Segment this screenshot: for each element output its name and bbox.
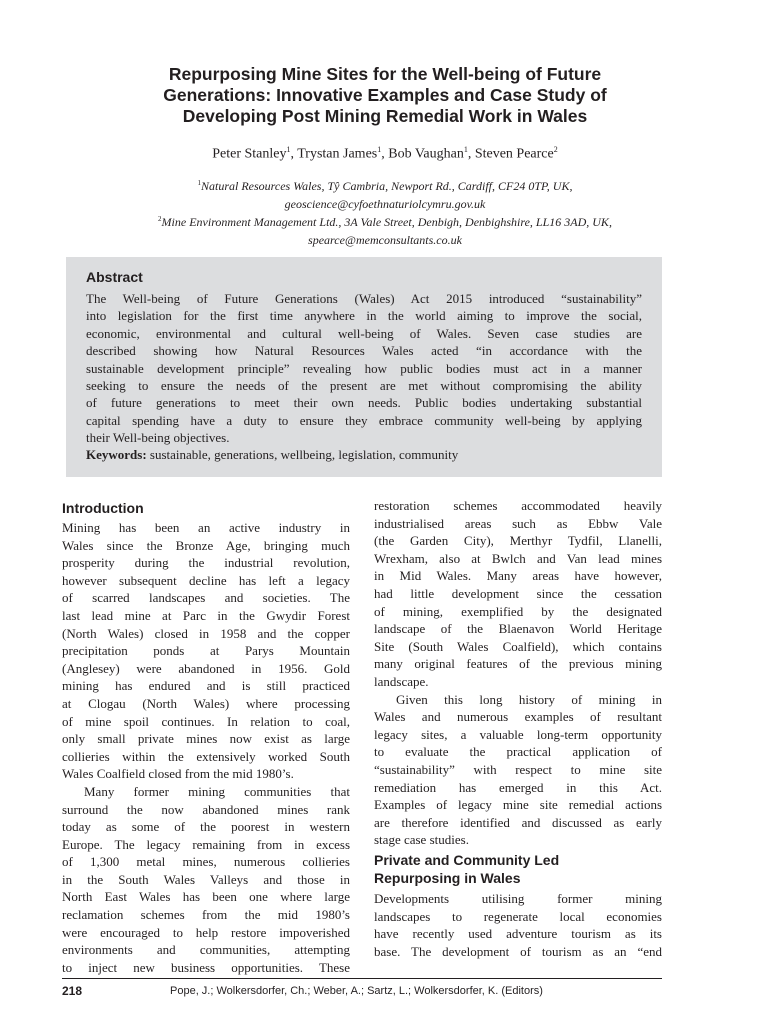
body-line: in Mid Wales. Many areas have however,	[374, 568, 662, 584]
abstract-line: their Well-being objectives.	[86, 430, 230, 446]
heading-line: Repurposing in Wales	[374, 870, 521, 886]
body-line: had little development since the cessation	[374, 585, 662, 601]
body-line: are therefore identified and discussed as early	[374, 814, 662, 830]
body-line: to evaluate the practical application of	[374, 744, 662, 760]
body-line: Wales since the Bronze Age, bringing much	[62, 537, 350, 553]
body-line: Mining has been an active industry in	[62, 520, 350, 535]
body-line: surround the now abandoned mines rank	[62, 801, 350, 817]
body-line: at Clogau (North Wales) where processing	[62, 695, 350, 711]
title-line: Developing Post Mining Remedial Work in Wales	[182, 106, 588, 126]
body-line: industrialised areas such as Ebbw Vale	[374, 515, 662, 531]
title-line: Repurposing Mine Sites for the Well-being of Future	[168, 64, 602, 84]
author-name: Trystan James	[297, 146, 378, 162]
affiliation-address: Mine Environment Management Ltd., 3A Vale Street, Denbigh, Denbighshire, LL16 3AD, UK,	[161, 215, 612, 229]
right-column-continued	[374, 890, 662, 960]
affiliation-line	[70, 174, 700, 195]
body-line: stage case studies.	[374, 832, 469, 848]
abstract-line: seeking to ensure the needs of the present are met without compromising the ability	[86, 378, 642, 394]
body-line: restoration schemes accommodated heavily	[374, 498, 662, 513]
body-line: in the South Wales Valleys and those in	[62, 871, 350, 887]
body-line: to inject new business opportunities. These	[62, 959, 350, 975]
affiliation-email[interactable]: spearce@memconsultants.co.uk	[308, 233, 462, 247]
abstract-line: capital spending have a duty to ensure they embrace community well-being by applying	[86, 412, 642, 428]
body-line: Given this long history of mining in	[396, 691, 662, 707]
section-heading-repurposing	[374, 851, 559, 887]
body-line: landscape.	[374, 673, 429, 689]
body-line: Wales Coalfield closed from the mid 1980’s.	[62, 766, 294, 782]
abstract-heading: Abstract	[86, 269, 143, 285]
abstract-line: The Well-being of Future Generations (Wales) Act 2015 introduced “sustainability”	[86, 291, 642, 306]
introduction-heading	[62, 499, 144, 517]
author-name: Bob Vaughan	[388, 146, 464, 162]
title-line: Generations: Innovative Examples and Case Study of	[163, 85, 607, 105]
body-line: (the Garden City), Merthyr Tydfil, Llanelli,	[374, 533, 662, 549]
body-line: however subsequent decline has left a legacy	[62, 572, 350, 588]
author-sup: 1	[377, 145, 382, 154]
author-list: Peter Stanley$^1$, Trystan James$^1$, Bob Vaughan$^1$, Steven Pearce$^2$	[212, 145, 558, 162]
affiliation-address: Natural Resources Wales, Tŷ Cambria, Newport Rd., Cardiff, CF24 0TP, UK,	[201, 179, 573, 193]
body-line: Developments utilising former mining	[374, 891, 662, 906]
body-line: reclamation schemes from the mid 1980’s	[62, 907, 350, 923]
author-name: Peter Stanley	[212, 146, 287, 162]
footer-citation: Pope, J.; Wolkersdorfer, Ch.; Weber, A.; Sartz, L.; Wolkersdorfer, K. (Editors)	[170, 985, 543, 997]
body-line: precipitation ponds at Parys Mountain	[62, 643, 350, 659]
affiliation-sup: 2	[158, 215, 162, 223]
body-line: landscape of the Blaenavon World Heritage	[374, 621, 662, 637]
body-line: Wales and numerous examples of resultant	[374, 709, 662, 725]
body-line: of mining, exemplified by the designated	[374, 603, 662, 619]
affiliation-sup: 1	[197, 179, 201, 187]
body-line: environments and communities, attempting	[62, 942, 350, 958]
body-line: only small private mines now exist as large	[62, 731, 350, 747]
body-line: were encouraged to help restore impoverished	[62, 924, 350, 940]
body-line: collieries within the extensively worked South	[62, 748, 350, 764]
body-line: last lead mine at Parc in the Gwydir Forest	[62, 607, 350, 623]
body-line: Wrexham, also at Bwlch and Van lead mines	[374, 550, 662, 566]
keywords-list: sustainable, generations, wellbeing, legislation, community	[149, 447, 459, 462]
body-line: Many former mining communities that	[84, 783, 350, 799]
body-line: legacy sites, a valuable long-term opportunity	[374, 726, 662, 742]
body-line: “sustainability” with respect to mine site	[374, 761, 662, 777]
affiliation-email[interactable]: geoscience@cyfoethnaturiolcymru.gov.uk	[284, 197, 486, 211]
body-line: have recently used adventure tourism as its	[374, 926, 662, 942]
body-line: North East Wales has been one where large	[62, 889, 350, 905]
page-number: 218	[62, 984, 83, 998]
affiliation-2	[70, 210, 700, 249]
author-sup: 1	[463, 145, 468, 154]
heading-text: Introduction	[62, 500, 144, 516]
body-line: mining has endured and is still practiced	[62, 678, 350, 694]
keywords-label: Keywords:	[86, 447, 147, 462]
body-line: base. The development of tourism as an “end	[374, 943, 662, 959]
author-name: Steven Pearce	[474, 146, 554, 162]
abstract-line: economic, environmental and cultural well-being of Wales. Seven case studies are	[86, 325, 642, 341]
keywords	[86, 447, 458, 463]
introduction-column	[62, 519, 350, 976]
body-line: Europe. The legacy remaining from in excess	[62, 836, 350, 852]
right-column	[374, 497, 662, 849]
body-line: (North Wales) closed in 1958 and the copper	[62, 625, 350, 641]
affiliation-1	[70, 174, 700, 213]
body-line: (Anglesey) were abandoned in 1956. Gold	[62, 660, 350, 676]
abstract-line: of future generations to meet their own needs. Public bodies undertaking substantial	[86, 395, 642, 411]
body-line: of scarred landscapes and societies. The	[62, 590, 350, 606]
body-line: prosperity during the industrial revolution,	[62, 555, 350, 571]
body-line: of 1,300 metal mines, numerous collieries	[62, 854, 350, 870]
body-line: Site (South Wales Coalfield), which contains	[374, 638, 662, 654]
abstract-line: into legislation for the first time anywhere in the world aiming to improve the social,	[86, 308, 642, 324]
abstract-body	[86, 290, 642, 447]
heading-line: Private and Community Led	[374, 852, 560, 868]
body-line: remediation has emerged in this Act.	[374, 779, 662, 795]
body-line: today as some of the poorest in western	[62, 819, 350, 835]
author-sup: 1	[286, 145, 291, 154]
abstract-line: sustainable development principle” revealing how public bodies must act in a manner	[86, 360, 642, 376]
body-line: many original features of the previous mining	[374, 656, 662, 672]
author-sup: 2	[553, 145, 558, 154]
footer-rule	[62, 978, 662, 979]
affiliation-line	[70, 210, 700, 231]
body-line: Examples of legacy mine site remedial actions	[374, 797, 662, 813]
paper-title	[70, 64, 700, 127]
body-line: landscapes to regenerate local economies	[374, 908, 662, 924]
abstract-line: described showing how Natural Resources Wales acted “in accordance with the	[86, 343, 642, 359]
body-line: of mine spoil continues. In relation to coal,	[62, 713, 350, 729]
